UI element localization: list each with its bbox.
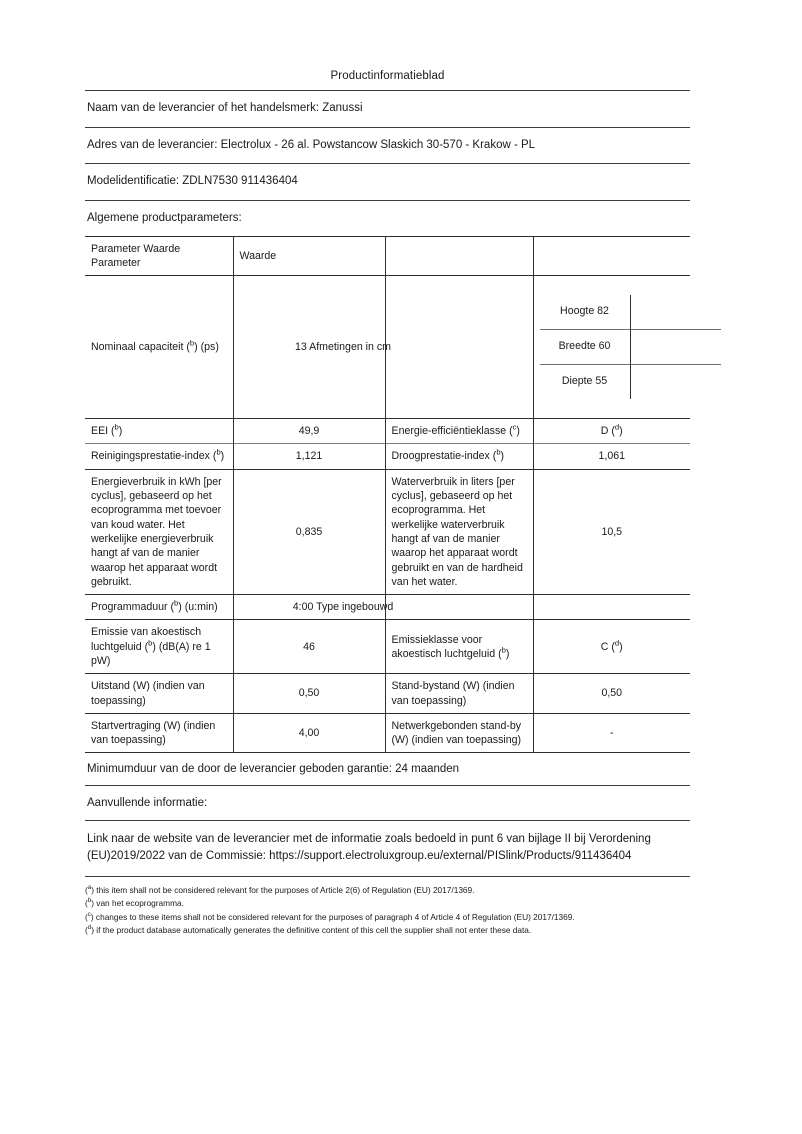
- table-row: [85, 419, 690, 444]
- dimensions-top-spacer: [540, 281, 685, 295]
- additional-information-label: Aanvullende informatie:: [87, 797, 208, 810]
- header-cell-waarde: Waarde: [233, 236, 385, 276]
- model-identification-line: Modelidentificatie: ZDLN7530 911436404: [87, 175, 298, 188]
- row-label-eei: EEI ($^b$): [85, 419, 233, 444]
- table-row: [85, 713, 690, 753]
- row-label-energy-consumption: Energieverbruik in kWh [per cyclus], gebaseerd op het ecoprogramma met toevoer van koud water. Het werkelijke energieverbruik hangt af van de manier waarop het apparaat wordt gebruikt.: [85, 469, 233, 594]
- row-value-standby-mode: 0,50: [533, 674, 690, 714]
- row-label-delay-start: Startvertraging (W) (indien van toepassing): [85, 713, 233, 753]
- dimension-row-width: [540, 330, 721, 365]
- row-label-program-duration: Programmaduur ($^b$) (u:min): [85, 595, 233, 620]
- row-spacer-cell: [385, 595, 533, 620]
- header-cell-empty-1: [385, 236, 533, 276]
- row-value-water-consumption: 10,5: [533, 469, 690, 594]
- row-label-water-consumption: Waterverbruik in liters [per cyclus], gebaseerd op het ecoprogramma. Het werkelijke waterverbruik hangt af van de manier waarop het apparaat wordt gebruikt en van de hardheid van het water.: [385, 469, 533, 594]
- link-line-1: Link naar de website van de leverancier met de informatie zoals bedoeld in punt 6 van bijlage II bij Verordening (EU)2019: [87, 833, 651, 863]
- row-label-nominal-capacity: Nominaal capaciteit ($^b$) (ps): [85, 276, 233, 419]
- table-row: [85, 674, 690, 714]
- row-value-eei: 49,9: [233, 419, 385, 444]
- link-line-2: /2022 van de Commissie: https://support.electroluxgroup.eu/external/PISlink/Products/911436404: [136, 850, 632, 863]
- supplier-name-line: Naam van de leverancier of het handelsmerk: Zanussi: [87, 102, 363, 114]
- supplier-address-line: Adres van de leverancier: Electrolux - 26 al. Powstancow Slaskich 30-570 - Krakow - PL: [87, 138, 536, 151]
- supplier-website-link-block: [85, 821, 690, 875]
- dimensions-subtable-host: [533, 276, 690, 419]
- row-label-off-mode: Uitstand (W) (indien van toepassing): [85, 674, 233, 714]
- row-label-cleaning-index: Reinigingsprestatie-index ($^b$): [85, 444, 233, 469]
- footnote-d: [85, 924, 690, 937]
- footnote-a: [85, 884, 690, 897]
- row-value-delay-start: 4,00: [233, 713, 385, 753]
- dimensions-bottom-spacer: [540, 399, 685, 413]
- header-cell-empty-2: [533, 236, 690, 276]
- footnote-a-mark: ($^a$): [85, 884, 94, 895]
- row-label-energy-efficiency-class: Energie-efficiëntieklasse ($^c$): [385, 419, 533, 444]
- row-value-program-duration-type: 4:00 Type ingebouwd: [233, 595, 385, 620]
- dimension-width: Breedte 60: [540, 330, 631, 365]
- footnote-c-text: changes to these items shall not be considered relevant for the purposes of paragraph 4 of Article 4 of Regulation (EU) 2017/1369.: [93, 911, 575, 922]
- table-row: [85, 444, 690, 469]
- row-value-noise-emission-class: C ($^d$): [533, 620, 690, 674]
- product-information-sheet: [85, 0, 690, 938]
- dimensions-table: [540, 295, 721, 399]
- footnote-b-text: van het ecoprogramma.: [93, 898, 184, 909]
- table-row: [85, 276, 690, 419]
- row-value-capacity-dimensions: 13 Afmetingen in cm: [233, 276, 385, 419]
- footnote-d-mark: ($^d$): [85, 924, 94, 936]
- row-spacer-cell: [533, 595, 690, 620]
- row-value-cleaning-index: 1,121: [233, 444, 385, 469]
- footnote-a-text: this item shall not be considered relevant for the purposes of Article 2(6) of Regulation (EU) 2017/1369.: [93, 884, 475, 895]
- row-label-airborne-noise: Emissie van akoestisch luchtgeluid ($^b$) (dB(A) re 1 pW): [85, 620, 233, 674]
- row-value-energy-consumption: 0,835: [233, 469, 385, 594]
- row-label-standby-mode: Stand-bystand (W) (indien van toepassing): [385, 674, 533, 714]
- dimension-height: Hoogte 82: [540, 295, 631, 330]
- general-product-parameters-table: [85, 236, 690, 754]
- row-value-networked-standby: -: [533, 713, 690, 753]
- footnote-b-mark: ($^b$): [85, 897, 94, 909]
- footnote-c-mark: ($^c$): [85, 910, 94, 922]
- footnote-d-text: if the product database automatically generates the definitive content of this cell the supplier shall not enter these data.: [93, 925, 532, 936]
- page-title: Productinformatieblad: [330, 70, 445, 82]
- row-label-drying-index: Droogprestatie-index ($^b$): [385, 444, 533, 469]
- row-value-airborne-noise: 46: [233, 620, 385, 674]
- row-value-off-mode: 0,50: [233, 674, 385, 714]
- general-parameters-label: Algemene productparameters:: [87, 211, 242, 224]
- row-value-energy-efficiency-class: D ($^d$): [533, 419, 690, 444]
- dimension-depth: Diepte 55: [540, 365, 631, 400]
- table-row: [85, 595, 690, 620]
- guarantee-line: Minimumduur van de door de leverancier geboden garantie: 24 maanden: [87, 763, 460, 776]
- dimension-width-blank: [630, 330, 721, 365]
- row-spacer-cell: [385, 276, 533, 419]
- footnotes-block: [85, 877, 690, 938]
- dimension-height-blank: [630, 295, 721, 330]
- dimension-depth-blank: [630, 365, 721, 400]
- table-header-row: [85, 236, 690, 276]
- footnote-b: [85, 897, 690, 910]
- table-row: [85, 620, 690, 674]
- row-label-noise-emission-class: Emissieklasse voor akoestisch luchtgeluid ($^b$): [385, 620, 533, 674]
- header-cell-parameter: Parameter Waarde Parameter: [85, 236, 233, 276]
- dimension-row-depth: [540, 365, 721, 400]
- row-label-networked-standby: Netwerkgebonden stand-by (W) (indien van toepassing): [385, 713, 533, 753]
- table-row: [85, 469, 690, 594]
- row-value-drying-index: 1,061: [533, 444, 690, 469]
- footnote-c: [85, 911, 690, 924]
- dimension-row-height: [540, 295, 721, 330]
